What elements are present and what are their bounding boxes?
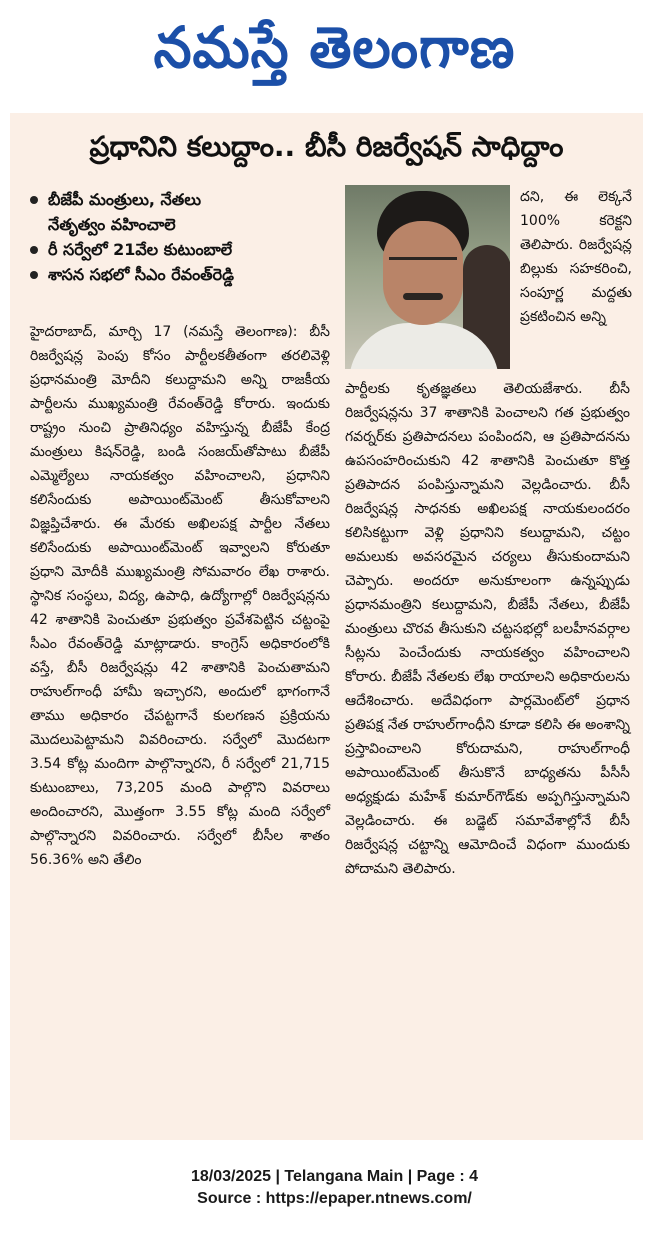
newspaper-logo: నమస్తే తెలంగాణ xyxy=(153,14,516,81)
edition-info: 18/03/2025 | Telangana Main | Page : 4 xyxy=(190,1168,478,1185)
source-link[interactable]: Source : https://epaper.ntnews.com/ xyxy=(197,1190,472,1207)
article-text-right-column: పార్టీలకు కృతజ్ఞతలు తెలియజేశారు. బీసీ రిజర్వేషన్లను 37 శాతానికి పెంచాలని గత ప్రభుత్వం గవర్నర్‌కు ప్రతిపాదనలు పంపిందని, ఆ ప్రతిపాదనను ఉపసంహరించుకుని 42 శాతానికి పెంచుతూ కొత్త ప్రతిపాదన పంపిస్తున్నామని వెల్లడించారు. బీసీ రిజర్వేషన్ల సాధనకు అఖిలపక్ష నాయకులందరం కలిసికట్టుగా వెళ్లి ప్రధానిని కలుద్దామని, చట్టం అమలుకు అవసరమైన చర్యలు తీసుకుందామని చెప్పారు. అందరూ అనుకూలంగా ఉన్నప్పుడు ప్రధానమంత్రిని కలుద్దామని, బీజేపీ నేతలు, బీజేపీ మంత్రులు చొరవ తీసుకుని చట్టసభల్లో బలహీనవర్గాల సీట్లను పెంచేందుకు నాయకత్వం వహించాలని కోరారు. బీజేపీ నేతలకు లేఖ రాయాలని అధికారులను ఆదేశించారు. అదేవిధంగా పార్లమెంట్‌లో ప్రధాన ప్రతిపక్ష నేత రాహుల్‌గాంధీని కూడా కలిసి ఈ అంశాన్ని ప్రస్తావించాలని కోరుదామని, రాహుల్‌గాంధీ అపాయింట్‌మెంట్ తీసుకొనే బాధ్యతను పీసీసీ అధ్యక్షుడు మహేశ్ కుమార్‌గౌడ్‌కు అప్పగిస్తున్నామని వెల్లడించారు. ఈ బడ్జెట్ సమావేశాల్లోనే బీసీ రిజర్వేషన్ల చట్టాన్ని ఆమోదించే విధంగా ముందుకు పోదామని తెలిపారు. xyxy=(345,381,630,877)
bullet-dot-icon xyxy=(30,271,38,279)
article-text-right-top: దని, ఈ లెక్కనే 100% కరెక్టని తెలిపారు. రిజర్వేషన్ల బిల్లుకు సహకరించి, సంపూర్ణ మద్దతు ప్రకటించిన అన్ని xyxy=(520,189,632,325)
bullet-item: శాసన సభలో సీఎం రేవంత్‌రెడ్డి xyxy=(30,262,350,287)
bullet-dot-icon xyxy=(30,196,38,204)
article-text-left-column: హైదరాబాద్, మార్చి 17 (నమస్తే తెలంగాణ): బీసీ రిజర్వేషన్ల పెంపు కోసం పార్టీలకతీతంగా తరలివెళ్లి ప్రధానమంత్రి మోదీని కలుద్దామని అన్ని రాజకీయ పార్టీలను ముఖ్యమంత్రి రేవంత్‌రెడ్డి కోరారు. ఇందుకు రాష్ట్రం నుంచి ప్రాతినిధ్యం వహిస్తున్న బీజేపీ కేంద్ర మంత్రులు కిషన్‌రెడ్డి, బండి సంజయ్‌తోపాటు బీజేపీ ఎమ్మెల్యేలు నాయకత్వం వహించాలని, ప్రధానిని కలిసేందుకు అపాయింట్‌మెంట్ తీసుకోవాలని విజ్ఞప్తిచేశారు. ఈ మేరకు అఖిలపక్ష పార్టీల నేతలు కలిసేందుకు అపాయింట్‌మెంట్ ఇవ్వాలని కోరుతూ ప్రధాని మోదీకి ముఖ్యమంత్రి సోమవారం లేఖ రాశారు. స్థానిక సంస్థలు, విద్య, ఉపాధి, ఉద్యోగాల్లో రిజర్వేషన్లను 42 శాతానికి పెంచుతూ ప్రభుత్వం ప్రవేశపెట్టిన చట్టంపై సీఎం రేవంత్‌రెడ్డి మాట్లాడారు. కాంగ్రెస్ అధికారంలోకి వస్తే, బీసీ రిజర్వేషన్లు 42 శాతానికి పెంచుతామని రాహుల్‌గాంధీ హామీ ఇచ్చారని, అందులో భాగంగానే తాము అధికారం చేపట్టగానే కులగణన ప్రక్రియను మొదలుపెట్టామని వివరించారు. సర్వేలో మొదటగా 3.54 కోట్ల మందిగా పాల్గొన్నారని, రీ సర్వేలో 21,715 కుటుంబాలు, 73,205 మంది పాల్గొని వివరాలు అందించారని, మొత్తంగా 3.55 కోట్ల మంది సర్వేలో పాల్గొన్నారని వివరించారు. సర్వేలో బీసీల శాతం 56.36% అని తేలిం xyxy=(30,324,330,868)
bullet-item: బీజేపీ మంత్రులు, నేతలు xyxy=(30,187,350,212)
article-headline: ప్రధానిని కలుద్దాం.. బీసీ రిజర్వేషన్ సాధిద్దాం xyxy=(89,130,564,163)
bullet-item: నేతృత్వం వహించాలె xyxy=(48,215,176,234)
news-article xyxy=(10,113,643,1140)
bullet-dot-icon xyxy=(30,246,38,254)
person-photo-icon xyxy=(345,185,510,369)
page-footer xyxy=(0,1166,669,1210)
subheadline-bullets xyxy=(30,187,350,287)
bullet-item: రీ సర్వేలో 21వేల కుటుంబాలే xyxy=(30,237,350,262)
masthead xyxy=(0,0,669,100)
